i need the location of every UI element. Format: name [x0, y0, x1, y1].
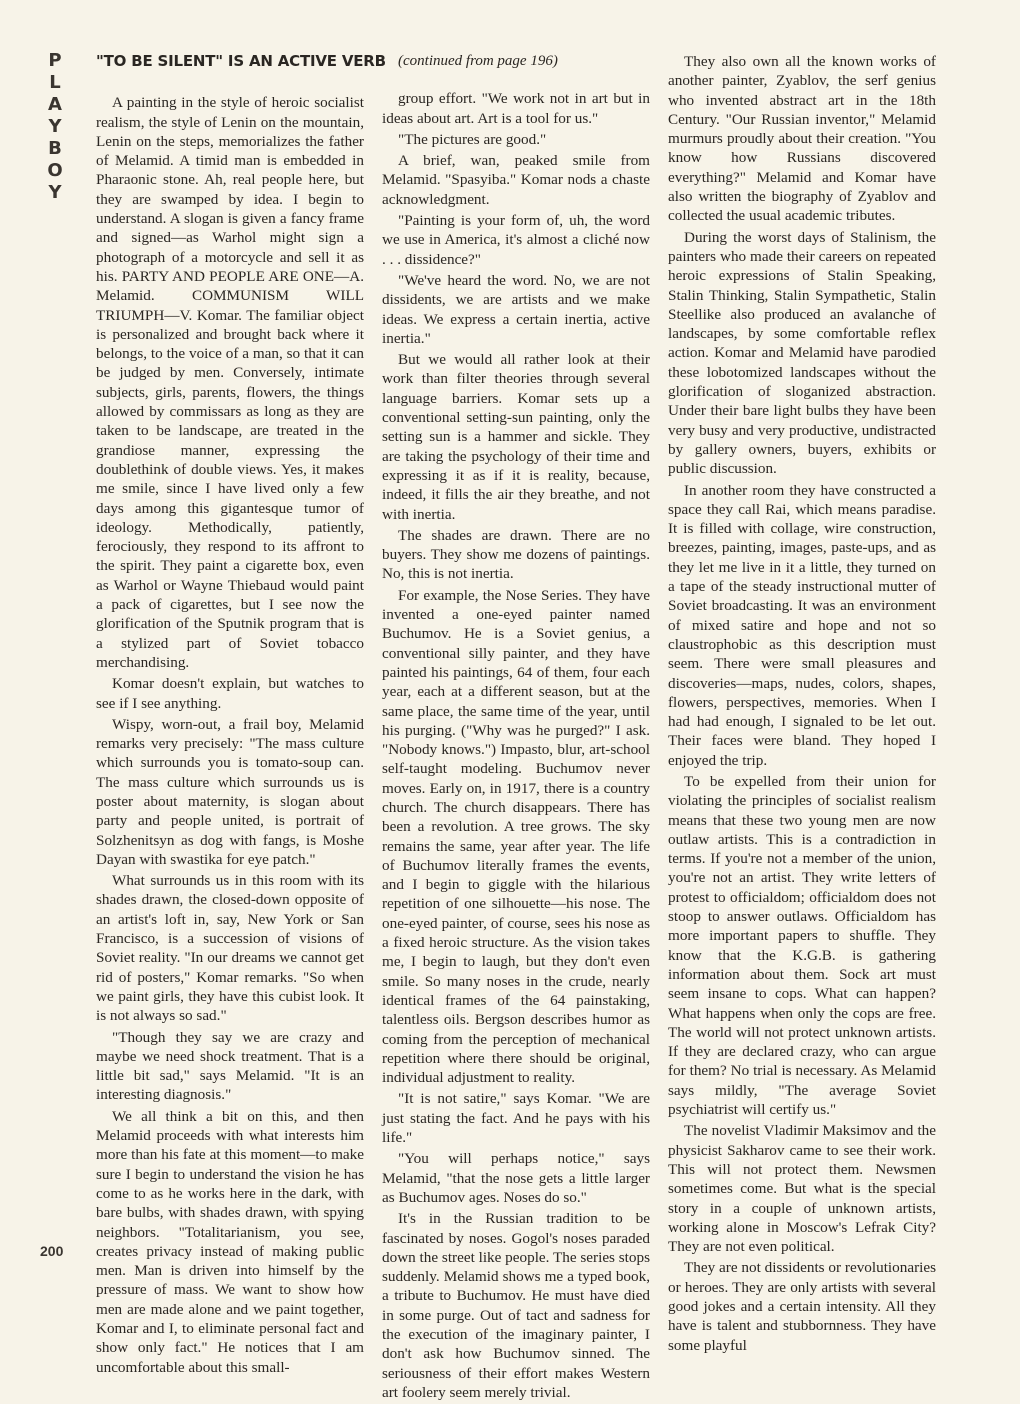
logo-letter: A: [48, 94, 66, 115]
article-column-3: [668, 52, 936, 1357]
article-headline: "TO BE SILENT" IS AN ACTIVE VERB: [96, 52, 386, 70]
article-paragraph: During the worst days of Stalinism, the painters who made their careers on repeated heroic expressions of Stalin Speaking, Stalin Thinking, Stalin Sympathetic, Stalin Steellike also produced an avalanche of landscapes, by some comfortable reflex action. Komar and Melamid have parodied these lobotomized landscapes without the glorification of sloganized abstraction. Under their bare light bulbs they have been very busy and very productive, undistracted by gallery owners, buyers, exhibits or public discussion.: [668, 228, 936, 478]
article-paragraph: The shades are drawn. There are no buyers. They show me dozens of paintings. No, this is not inertia.: [382, 526, 650, 583]
article-paragraph: To be expelled from their union for violating the principles of socialist realism means that these two young men are now outlaw artists. This is a contradiction in terms. If you're not a member of the union, you're not an artist. They write letters of protest to officialdom; officialdom does not stoop to answer outlaws. Officialdom has more important papers to shuffle. They know that the K.G.B. is gathering information about them. Sock art must seem insane to cops. What can happen? What happens when only the cops are free. The world will not protect unknown artists. If they are declared crazy, who can argue for them? No trial is necessary. As Melamid says mildly, "The average Soviet psychiatrist will certify us.": [668, 772, 936, 1119]
magazine-logo-vertical: [44, 50, 70, 204]
article-paragraph: group effort. "We work not in art but in ideas about art. Art is a tool for us.": [382, 90, 650, 127]
article-paragraph: "We've heard the word. No, we are not dissidents, we are artists and we make ideas. We express a certain inertia, active inertia.": [382, 271, 650, 347]
article-paragraph: Wispy, worn-out, a frail boy, Melamid remarks very precisely: "The mass culture which surrounds you is tomato-soup can. The mass culture which surrounds us is poster about maternity, is slogan about party and people united, is portrait of Solzhenitsyn as dog with fangs, is Moshe Dayan with swastika for eye patch.": [96, 715, 364, 868]
logo-letter: B: [48, 138, 66, 159]
article-paragraph: We all think a bit on this, and then Melamid proceeds with what interests him more than his fate at this moment—to make sure I begin to understand the vision he has come to as he works here in the dark, with bare bulbs, with shades drawn, with spying neighbors. "Totalitarianism, you see, creates privacy instead of making public men. Man is driven into himself by the pressure of mass. We want to show how men are made alone and we paint together, Komar and I, to eliminate personal fact and show only fact." He notices that I am uncomfortable about this small-: [96, 1107, 364, 1376]
article-paragraph: It's in the Russian tradition to be fascinated by noses. Gogol's noses paraded down the street like people. The series stops suddenly. Melamid shows me a typed book, a tribute to Buchumov. He must have died in some purge. Out of tact and sadness for the execution of the imaginary painter, I don't ask how Buchumov sinned. The seriousness of their effort makes Western art foolery seem merely trivial.: [382, 1210, 650, 1401]
logo-letter: L: [49, 72, 65, 93]
article-paragraph: But we would all rather look at their work than filter theories through several language barriers. Komar sets up a conventional setting-sun painting, only the setting sun is a hammer and sickle. They are taking the psychology of their time and expressing it as if it is reality, because, indeed, it fills the air they breathe, and not with inertia.: [382, 351, 650, 523]
article-paragraph: "It is not satire," says Komar. "We are just stating the fact. And he pays with his life.": [382, 1090, 650, 1147]
article-column-1: [96, 52, 386, 1379]
article-paragraph: Komar doesn't explain, but watches to see if I see anything.: [96, 675, 364, 712]
page-number: 200: [40, 1243, 64, 1259]
article-paragraph: For example, the Nose Series. They have invented a one-eyed painter named Buchumov. He is a Soviet genius, a conventional silly painter, and they have painted his paintings, 64 of them, four each year, each at a different season, but at the same place, the same time of the year, until his purging. ("Why was he purged?" I ask. "Nobody knows.") Impasto, blur, art-school self-taught modeling. Buchumov never moves. Early on, in 1917, there is a country church. The church disappears. There has been a revolution. A tree grows. The sky remains the same, year after year. The life of Buchumov literally frames the events, and I begin to giggle with the hilarious repetition of one silhouette—his nose. The one-eyed painter, of course, sees his nose as a fixed heroic structure. As the vision takes me, I begin to laugh, but they don't even smile. So many noses in the crude, nearly identical frames of the 64 painstaking, talentless oils. Bergson describes humor as coming from the perception of mechanical repetition where there should be original, individual adjustment to reality.: [382, 586, 650, 1087]
article-paragraph: A brief, wan, peaked smile from Melamid. "Spasyiba." Komar nods a chaste acknowledgment.: [382, 152, 650, 208]
article-paragraph: The novelist Vladimir Maksimov and the physicist Sakharov came to see their work. This will not protect them. Newsmen sometimes come. But what is the special story in a couple of unknown artists, working alone in Moscow's Lefrak City? They are not even political.: [668, 1122, 936, 1256]
column-2-body: [382, 89, 650, 1402]
article-paragraph: A painting in the style of heroic socialist realism, the style of Lenin on the mountain, Lenin on the steps, memorializes the father of Melamid. A timid man is embedded in Pharaonic stone. Ah, real people here, but they are swamped by idea. I begin to understand. A slogan is given a fancy frame and signed—as Warhol might sign a photograph of a motorcycle and sell it as his. PARTY AND PEOPLE ARE ONE—A. Melamid. COMMUNISM WILL TRIUMPH—V. Komar. The familiar object is personalized and brought back where it belongs, to the voice of a man, so that it can be judged by men. Conversely, intimate subjects, girls, parents, flowers, the things allowed by commissars as long as they are taken to be landscape, are treated in the grandiose manner, expressing the doublethink of double views. Yes, it makes me smile, since I have lived only a few days among this gigantesque tumor of ideology. Methodically, patiently, ferociously, they respond to its affront to the spirit. They paint a cigarette box, even as Warhol or Wayne Thiebaud would paint a pack of cigarettes, but I see now the glorification of the Sputnik program that is a stylized part of Soviet tobacco merchandising.: [96, 94, 364, 671]
column-3-body: [668, 52, 936, 1355]
continued-note: (continued from page 196): [398, 53, 558, 69]
logo-letter: P: [48, 50, 66, 71]
article-paragraph: What surrounds us in this room with its shades drawn, the closed-down opposite of an artist's loft in, say, New York or San Francisco, is a succession of visions of Soviet reality. "In our dreams we cannot get rid of posters," Komar remarks. "So when we paint girls, they have this cubist look. It is not always so sad.": [96, 872, 364, 1025]
logo-letter: Y: [48, 182, 66, 203]
article-paragraph: "Painting is your form of, uh, the word we use in America, it's almost a cliché now . . . dissidence?": [382, 212, 650, 268]
article-paragraph: "You will perhaps notice," says Melamid, "that the nose gets a little larger as Buchumov ages. Noses do so.": [382, 1150, 650, 1206]
article-paragraph: They also own all the known works of another painter, Zyablov, the serf genius who invented abstract art in the 18th Century. "Our Russian inventor," Melamid murmurs proudly about their creation. "You know how Russians discovered everything?" Melamid and Komar have also written the biography of Zyablov and collected the usual academic tributes.: [668, 53, 936, 225]
logo-letter: Y: [48, 116, 66, 137]
column-1-body: [96, 93, 364, 1377]
article-column-2: [382, 52, 650, 1404]
article-paragraph: "The pictures are good.": [398, 130, 547, 148]
article-paragraph: "Though they say we are crazy and maybe we need shock treatment. That is a little bit sad," says Melamid. "It is an interesting diagnosis.": [96, 1028, 364, 1104]
logo-letter: O: [47, 160, 67, 181]
article-paragraph: They are not dissidents or revolutionaries or heroes. They are only artists with several good jokes and a certain intensity. All they have is talent and stubbornness. They have some playful: [668, 1259, 936, 1354]
article-paragraph: In another room they have constructed a space they call Rai, which means paradise. It is filled with collage, wire construction, breezes, painting, images, paste-ups, and as they let me live in it a little, they turned on a tape of the steady instructional mutter of Soviet broadcasting. It was an environment of mixed satire and hope and not so claustrophobic as this description must seem. There were small pleasures and discoveries—maps, nudes, colors, shapes, flowers, perspectives, memories. When I had had enough, I signaled to be let out. Their faces were bland. They hoped I enjoyed the trip.: [668, 481, 936, 769]
